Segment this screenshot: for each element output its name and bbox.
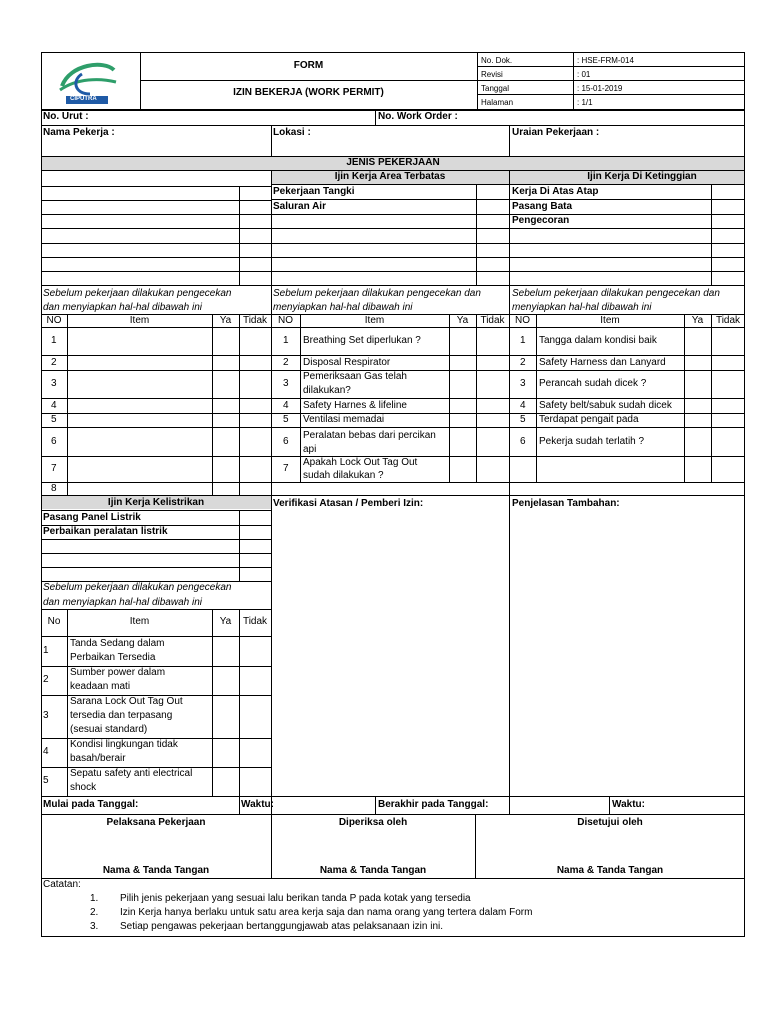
waktu-mulai-label: Waktu: bbox=[241, 799, 274, 810]
verifikasi-label: Verifikasi Atasan / Pemberi Izin: bbox=[273, 498, 424, 509]
row-no-left-7: 7 bbox=[51, 463, 57, 474]
kelistrikan-no-3: 3 bbox=[43, 710, 49, 721]
col-tidak-mid: Tidak bbox=[480, 315, 505, 326]
col-item-right: Item bbox=[600, 315, 620, 326]
type-perbaikan-peralatan-listrik: Perbaikan peralatan listrik bbox=[43, 526, 168, 537]
col-no-mid: NO bbox=[278, 315, 293, 326]
terbatas-no-5: 5 bbox=[283, 414, 289, 425]
row-no-left-3: 3 bbox=[51, 378, 57, 389]
ketinggian-item-1: Tangga dalam kondisi baik bbox=[539, 335, 657, 346]
col-tidak-right: Tidak bbox=[715, 315, 741, 326]
type-pasang-bata: Pasang Bata bbox=[512, 201, 573, 212]
lokasi-label: Lokasi : bbox=[273, 127, 311, 138]
terbatas-no-6: 6 bbox=[283, 436, 289, 447]
meta-label-doc: No. Dok. bbox=[481, 56, 513, 65]
col-ya-mid: Ya bbox=[456, 315, 469, 326]
terbatas-item-6-l2: api bbox=[303, 444, 317, 455]
checkbox-pasang-bata[interactable] bbox=[712, 200, 745, 214]
kelistrikan-item-3-l1: Sarana Lock Out Tag Out bbox=[70, 696, 183, 707]
type-kerja-atas-atap: Kerja Di Atas Atap bbox=[512, 186, 599, 197]
note-left-line1: Sebelum pekerjaan dilakukan pengecekan bbox=[43, 288, 232, 299]
row-no-left-5: 5 bbox=[51, 414, 57, 425]
row-no-left-8: 8 bbox=[51, 483, 57, 494]
col-ya-right: Ya bbox=[691, 315, 704, 326]
kelistrikan-item-2-l2: keadaan mati bbox=[70, 681, 131, 692]
ketinggian-item-5: Terdapat pengait pada bbox=[539, 414, 639, 425]
kelistrikan-item-5-l1: Sepatu safety anti electrical bbox=[70, 768, 193, 779]
kelistrikan-no-5: 5 bbox=[43, 775, 49, 786]
row-no-left-4: 4 bbox=[51, 400, 57, 411]
kelistrikan-item-3-l3: (sesuai standard) bbox=[70, 724, 148, 735]
signature-diperiksa[interactable] bbox=[272, 832, 474, 864]
type-pekerjaan-tangki: Pekerjaan Tangki bbox=[273, 186, 355, 197]
checkbox-saluran-air[interactable] bbox=[477, 200, 509, 214]
section-title-kelistrikan: Ijin Kerja Kelistrikan bbox=[107, 497, 205, 508]
col-item-left: Item bbox=[129, 315, 150, 326]
berakhir-tanggal-label: Berakhir pada Tanggal: bbox=[378, 799, 489, 810]
row-no-left-1: 1 bbox=[51, 335, 57, 346]
note-right-line1: Sebelum pekerjaan dilakukan pengecekan dan bbox=[512, 288, 720, 299]
col-no-left: NO bbox=[46, 315, 62, 326]
no-urut-label: No. Urut : bbox=[43, 111, 89, 122]
ketinggian-item-4: Safety belt/sabuk sudah dicek bbox=[539, 400, 672, 411]
checkbox-perbaikan-peralatan-listrik[interactable] bbox=[240, 526, 271, 539]
verifikasi-area[interactable] bbox=[272, 512, 508, 795]
kelistrikan-item-4-l2: basah/berair bbox=[70, 753, 126, 764]
ttd-pelaksana: Nama & Tanda Tangan bbox=[102, 865, 210, 876]
type-pasang-panel-listrik: Pasang Panel Listrik bbox=[43, 512, 141, 523]
col-ya-left: Ya bbox=[219, 315, 232, 326]
pelaksana-label: Pelaksana Pekerjaan bbox=[106, 817, 206, 828]
terbatas-no-3: 3 bbox=[283, 378, 289, 389]
meta-label-tanggal: Tanggal bbox=[481, 84, 510, 93]
section-title-terbatas: Ijin Kerja Area Terbatas bbox=[334, 171, 446, 182]
note-kelistrikan-line1: Sebelum pekerjaan dilakukan pengecekan bbox=[43, 582, 232, 593]
disetujui-label: Disetujui oleh bbox=[577, 817, 643, 828]
ketinggian-item-3: Perancah sudah dicek ? bbox=[539, 378, 647, 389]
ketinggian-item-2: Safety Harness dan Lanyard bbox=[539, 357, 666, 368]
kelistrikan-item-2-l1: Sumber power dalam bbox=[70, 667, 166, 678]
catatan-text-3: Setiap pengawas pekerjaan bertanggungjawab atas pelaksanaan izin ini. bbox=[120, 921, 444, 932]
terbatas-no-2: 2 bbox=[283, 357, 289, 368]
kelistrikan-no-2: 2 bbox=[43, 674, 49, 685]
catatan-no-1: 1. bbox=[90, 893, 99, 904]
uraian-pekerjaan-label: Uraian Pekerjaan : bbox=[512, 127, 600, 138]
terbatas-item-7-l2: sudah dilakukan ? bbox=[303, 470, 384, 481]
no-work-order-label: No. Work Order : bbox=[378, 111, 458, 122]
ketinggian-no-3: 3 bbox=[520, 378, 526, 389]
penjelasan-label: Penjelasan Tambahan: bbox=[512, 498, 620, 509]
note-kelistrikan-line2: dan menyiapkan hal-hal dibawah ini bbox=[43, 597, 202, 608]
signature-pelaksana[interactable] bbox=[42, 832, 270, 864]
terbatas-item-6-l1: Peralatan bebas dari percikan bbox=[303, 430, 436, 441]
note-right-line2: menyiapkan hal-hal dibawah ini bbox=[512, 302, 652, 313]
ketinggian-no-1: 1 bbox=[520, 335, 526, 346]
catatan-label: Catatan: bbox=[43, 879, 81, 890]
meta-label-revisi: Revisi bbox=[481, 70, 503, 79]
col-no-right: NO bbox=[515, 315, 530, 326]
terbatas-no-7: 7 bbox=[283, 463, 289, 474]
type-saluran-air: Saluran Air bbox=[273, 201, 326, 212]
note-mid-line2: menyiapkan hal-hal dibawah ini bbox=[273, 302, 413, 313]
note-mid-line1: Sebelum pekerjaan dilakukan pengecekan dan bbox=[273, 288, 481, 299]
kelistrikan-no-1: 1 bbox=[43, 645, 49, 656]
catatan-text-2: Izin Kerja hanya berlaku untuk satu area kerja saja dan nama orang yang tertera dalam Form bbox=[120, 907, 533, 918]
terbatas-item-7-l1: Apakah Lock Out Tag Out bbox=[303, 457, 418, 468]
ketinggian-no-5: 5 bbox=[520, 414, 526, 425]
terbatas-item-3-l1: Pemeriksaan Gas telah bbox=[303, 371, 407, 382]
jenis-pekerjaan-heading: JENIS PEKERJAAN bbox=[346, 157, 440, 168]
checkbox-kerja-atas-atap[interactable] bbox=[712, 185, 745, 199]
terbatas-item-3-l2: dilakukan? bbox=[303, 385, 351, 396]
col-no-kelistrikan: No bbox=[47, 616, 61, 627]
meta-value-doc: : HSE-FRM-014 bbox=[577, 56, 634, 65]
meta-value-halaman: : 1/1 bbox=[577, 98, 593, 107]
meta-value-tanggal: : 15-01-2019 bbox=[577, 84, 623, 93]
ketinggian-no-4: 4 bbox=[520, 400, 526, 411]
diperiksa-label: Diperiksa oleh bbox=[338, 817, 408, 828]
form-title: IZIN BEKERJA (WORK PERMIT) bbox=[233, 87, 384, 98]
ttd-diperiksa: Nama & Tanda Tangan bbox=[319, 865, 427, 876]
kelistrikan-item-5-l2: shock bbox=[70, 782, 97, 793]
mulai-tanggal-label: Mulai pada Tanggal: bbox=[43, 799, 139, 810]
ketinggian-no-6: 6 bbox=[520, 436, 526, 447]
note-left-line2: dan menyiapkan hal-hal dibawah ini bbox=[43, 302, 202, 313]
terbatas-item-5: Ventilasi memadai bbox=[303, 414, 385, 425]
kelistrikan-item-4-l1: Kondisi lingkungan tidak bbox=[70, 739, 178, 750]
type-pengecoran: Pengecoran bbox=[512, 215, 570, 226]
terbatas-item-4: Safety Harnes & lifeline bbox=[303, 400, 407, 411]
row-no-left-6: 6 bbox=[51, 436, 57, 447]
terbatas-no-4: 4 bbox=[283, 400, 289, 411]
signature-disetujui[interactable] bbox=[476, 832, 744, 864]
col-item-kelistrikan: Item bbox=[129, 616, 150, 627]
checkbox-pengecoran[interactable] bbox=[712, 215, 745, 228]
kelistrikan-item-1-l2: Perbaikan Tersedia bbox=[70, 652, 156, 663]
kelistrikan-item-3-l2: tersedia dan terpasang bbox=[70, 710, 173, 721]
row-no-left-2: 2 bbox=[51, 357, 57, 368]
col-tidak-kelistrikan: Tidak bbox=[242, 616, 268, 627]
ketinggian-item-6: Pekerja sudah terlatih ? bbox=[539, 436, 645, 447]
catatan-no-3: 3. bbox=[90, 921, 99, 932]
meta-label-halaman: Halaman bbox=[481, 98, 514, 107]
logo-text: CIPUTRA bbox=[70, 96, 97, 102]
terbatas-item-2: Disposal Respirator bbox=[303, 357, 391, 368]
meta-value-revisi: : 01 bbox=[577, 70, 591, 79]
terbatas-no-1: 1 bbox=[283, 335, 289, 346]
company-logo bbox=[52, 56, 122, 106]
catatan-no-2: 2. bbox=[90, 907, 99, 918]
kelistrikan-item-1-l1: Tanda Sedang dalam bbox=[70, 638, 165, 649]
checkbox-pasang-panel-listrik[interactable] bbox=[240, 511, 271, 525]
kelistrikan-no-4: 4 bbox=[43, 746, 49, 757]
nama-pekerja-label: Nama Pekerja : bbox=[43, 127, 115, 138]
col-item-mid: Item bbox=[364, 315, 385, 326]
col-ya-kelistrikan: Ya bbox=[219, 616, 232, 627]
ttd-disetujui: Nama & Tanda Tangan bbox=[556, 865, 664, 876]
penjelasan-area[interactable] bbox=[510, 512, 744, 795]
ketinggian-no-2: 2 bbox=[520, 357, 526, 368]
section-title-ketinggian: Ijin Kerja Di Ketinggian bbox=[587, 171, 697, 182]
waktu-berakhir-label: Waktu: bbox=[612, 799, 645, 810]
checkbox-pekerjaan-tangki[interactable] bbox=[477, 185, 509, 199]
col-tidak-left: Tidak bbox=[242, 315, 268, 326]
catatan-text-1: Pilih jenis pekerjaan yang sesuai lalu berikan tanda P pada kotak yang tersedia bbox=[120, 893, 471, 904]
form-label: FORM bbox=[293, 60, 324, 71]
terbatas-item-1: Breathing Set diperlukan ? bbox=[303, 335, 421, 346]
